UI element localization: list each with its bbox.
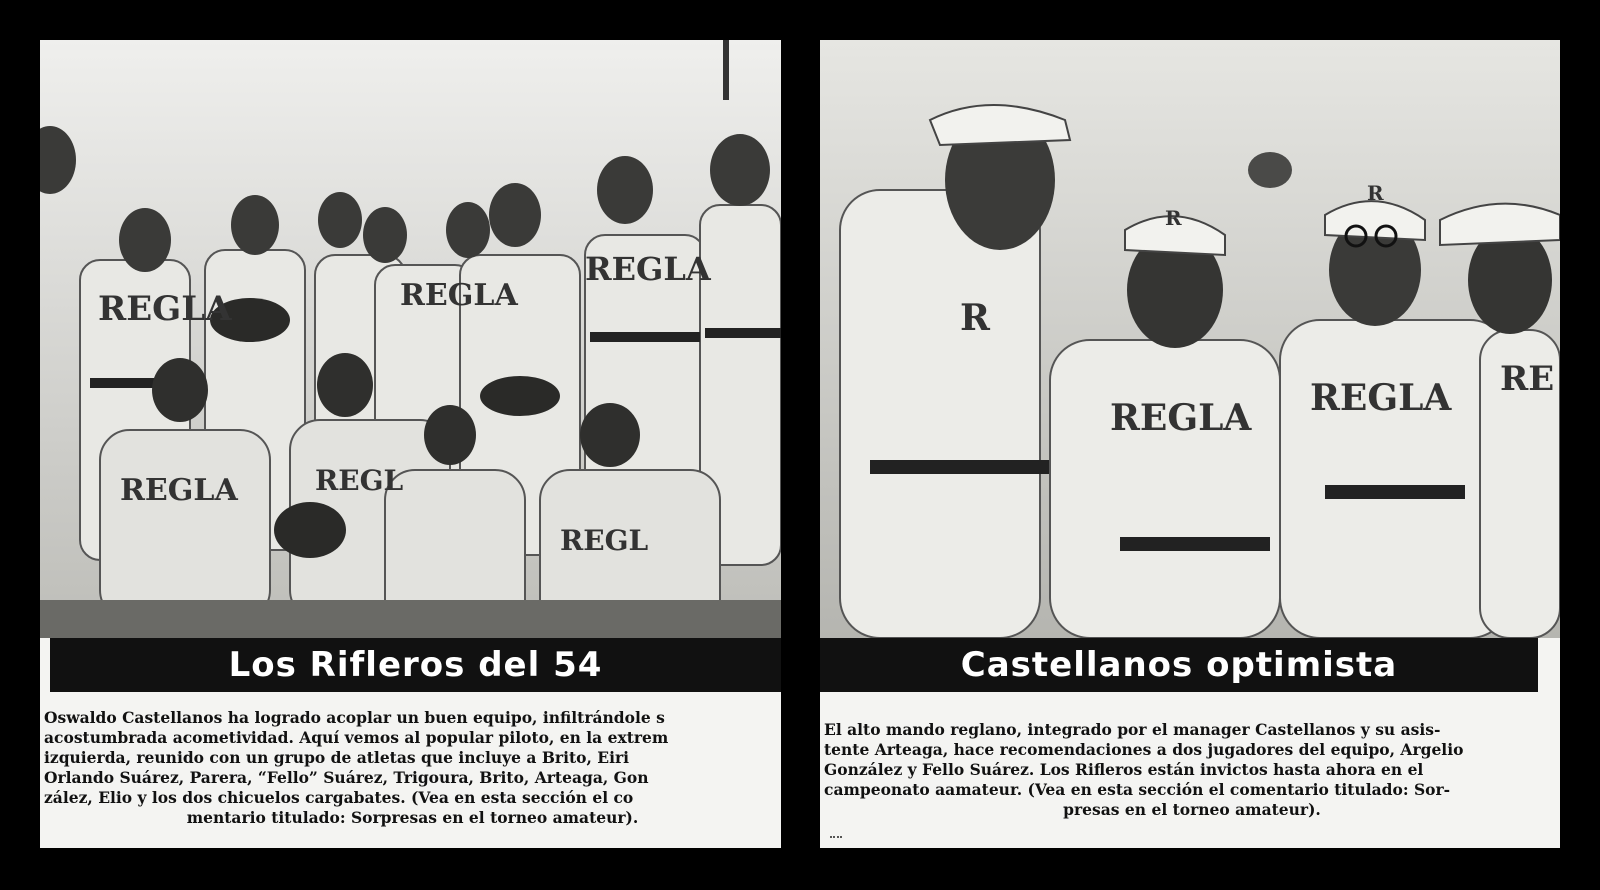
left-caption bbox=[44, 708, 781, 828]
caption-line: González y Fello Suárez. Los Rifleros están invictos hasta ahora en el bbox=[824, 760, 1424, 779]
caption-line: El alto mando reglano, integrado por el manager Castellanos y su asis- bbox=[824, 720, 1441, 739]
svg-text:RE: RE bbox=[1500, 359, 1555, 399]
svg-text:REGLA: REGLA bbox=[1310, 377, 1452, 419]
right-headline: Castellanos optimista bbox=[820, 638, 1538, 692]
left-headline: Los Rifleros del 54 bbox=[50, 638, 781, 692]
caption-line: zález, Elio y los dos chicuelos cargabates. (Vea en esta sección el co bbox=[44, 788, 634, 807]
left-clipping bbox=[40, 40, 781, 848]
svg-text:REGLA: REGLA bbox=[120, 473, 238, 508]
svg-text:REGLA: REGLA bbox=[400, 278, 518, 313]
caption-line: acostumbrada acometividad. Aquí vemos al popular piloto, en la extrem bbox=[44, 728, 669, 747]
svg-text:REGLA: REGLA bbox=[98, 289, 232, 329]
team-group-photo-graphic bbox=[40, 40, 781, 638]
caption-line: presas en el torneo amateur). bbox=[1063, 800, 1321, 819]
caption-line: tente Arteaga, hace recomendaciones a dos jugadores del equipo, Argelio bbox=[824, 740, 1464, 759]
svg-text:R: R bbox=[1165, 206, 1182, 230]
right-clipping bbox=[820, 40, 1560, 848]
caption-line: izquierda, reunido con un grupo de atletas que incluye a Brito, Eiri bbox=[44, 748, 630, 767]
caption-line: campeonato aamateur. (Vea en esta sección el comentario titulado: Sor- bbox=[824, 780, 1451, 799]
print-speck bbox=[830, 836, 842, 844]
svg-text:REGL: REGL bbox=[315, 464, 404, 497]
caption-line: Orlando Suárez, Parera, “Fello” Suárez, Trigoura, Brito, Arteaga, Gon bbox=[44, 768, 649, 787]
svg-text:R: R bbox=[1367, 181, 1384, 205]
svg-text:REGLA: REGLA bbox=[585, 250, 711, 288]
team-group-photo bbox=[40, 40, 781, 638]
svg-text:REGL: REGL bbox=[560, 524, 649, 557]
svg-text:REGLA: REGLA bbox=[1110, 397, 1252, 439]
managers-photo-graphic bbox=[820, 40, 1560, 638]
caption-line: mentario titulado: Sorpresas en el torneo amateur). bbox=[186, 808, 639, 827]
svg-text:R: R bbox=[960, 297, 990, 339]
managers-photo bbox=[820, 40, 1560, 638]
caption-line: Oswaldo Castellanos ha logrado acoplar un buen equipo, infiltrándole s bbox=[44, 708, 665, 727]
right-caption bbox=[824, 720, 1560, 820]
